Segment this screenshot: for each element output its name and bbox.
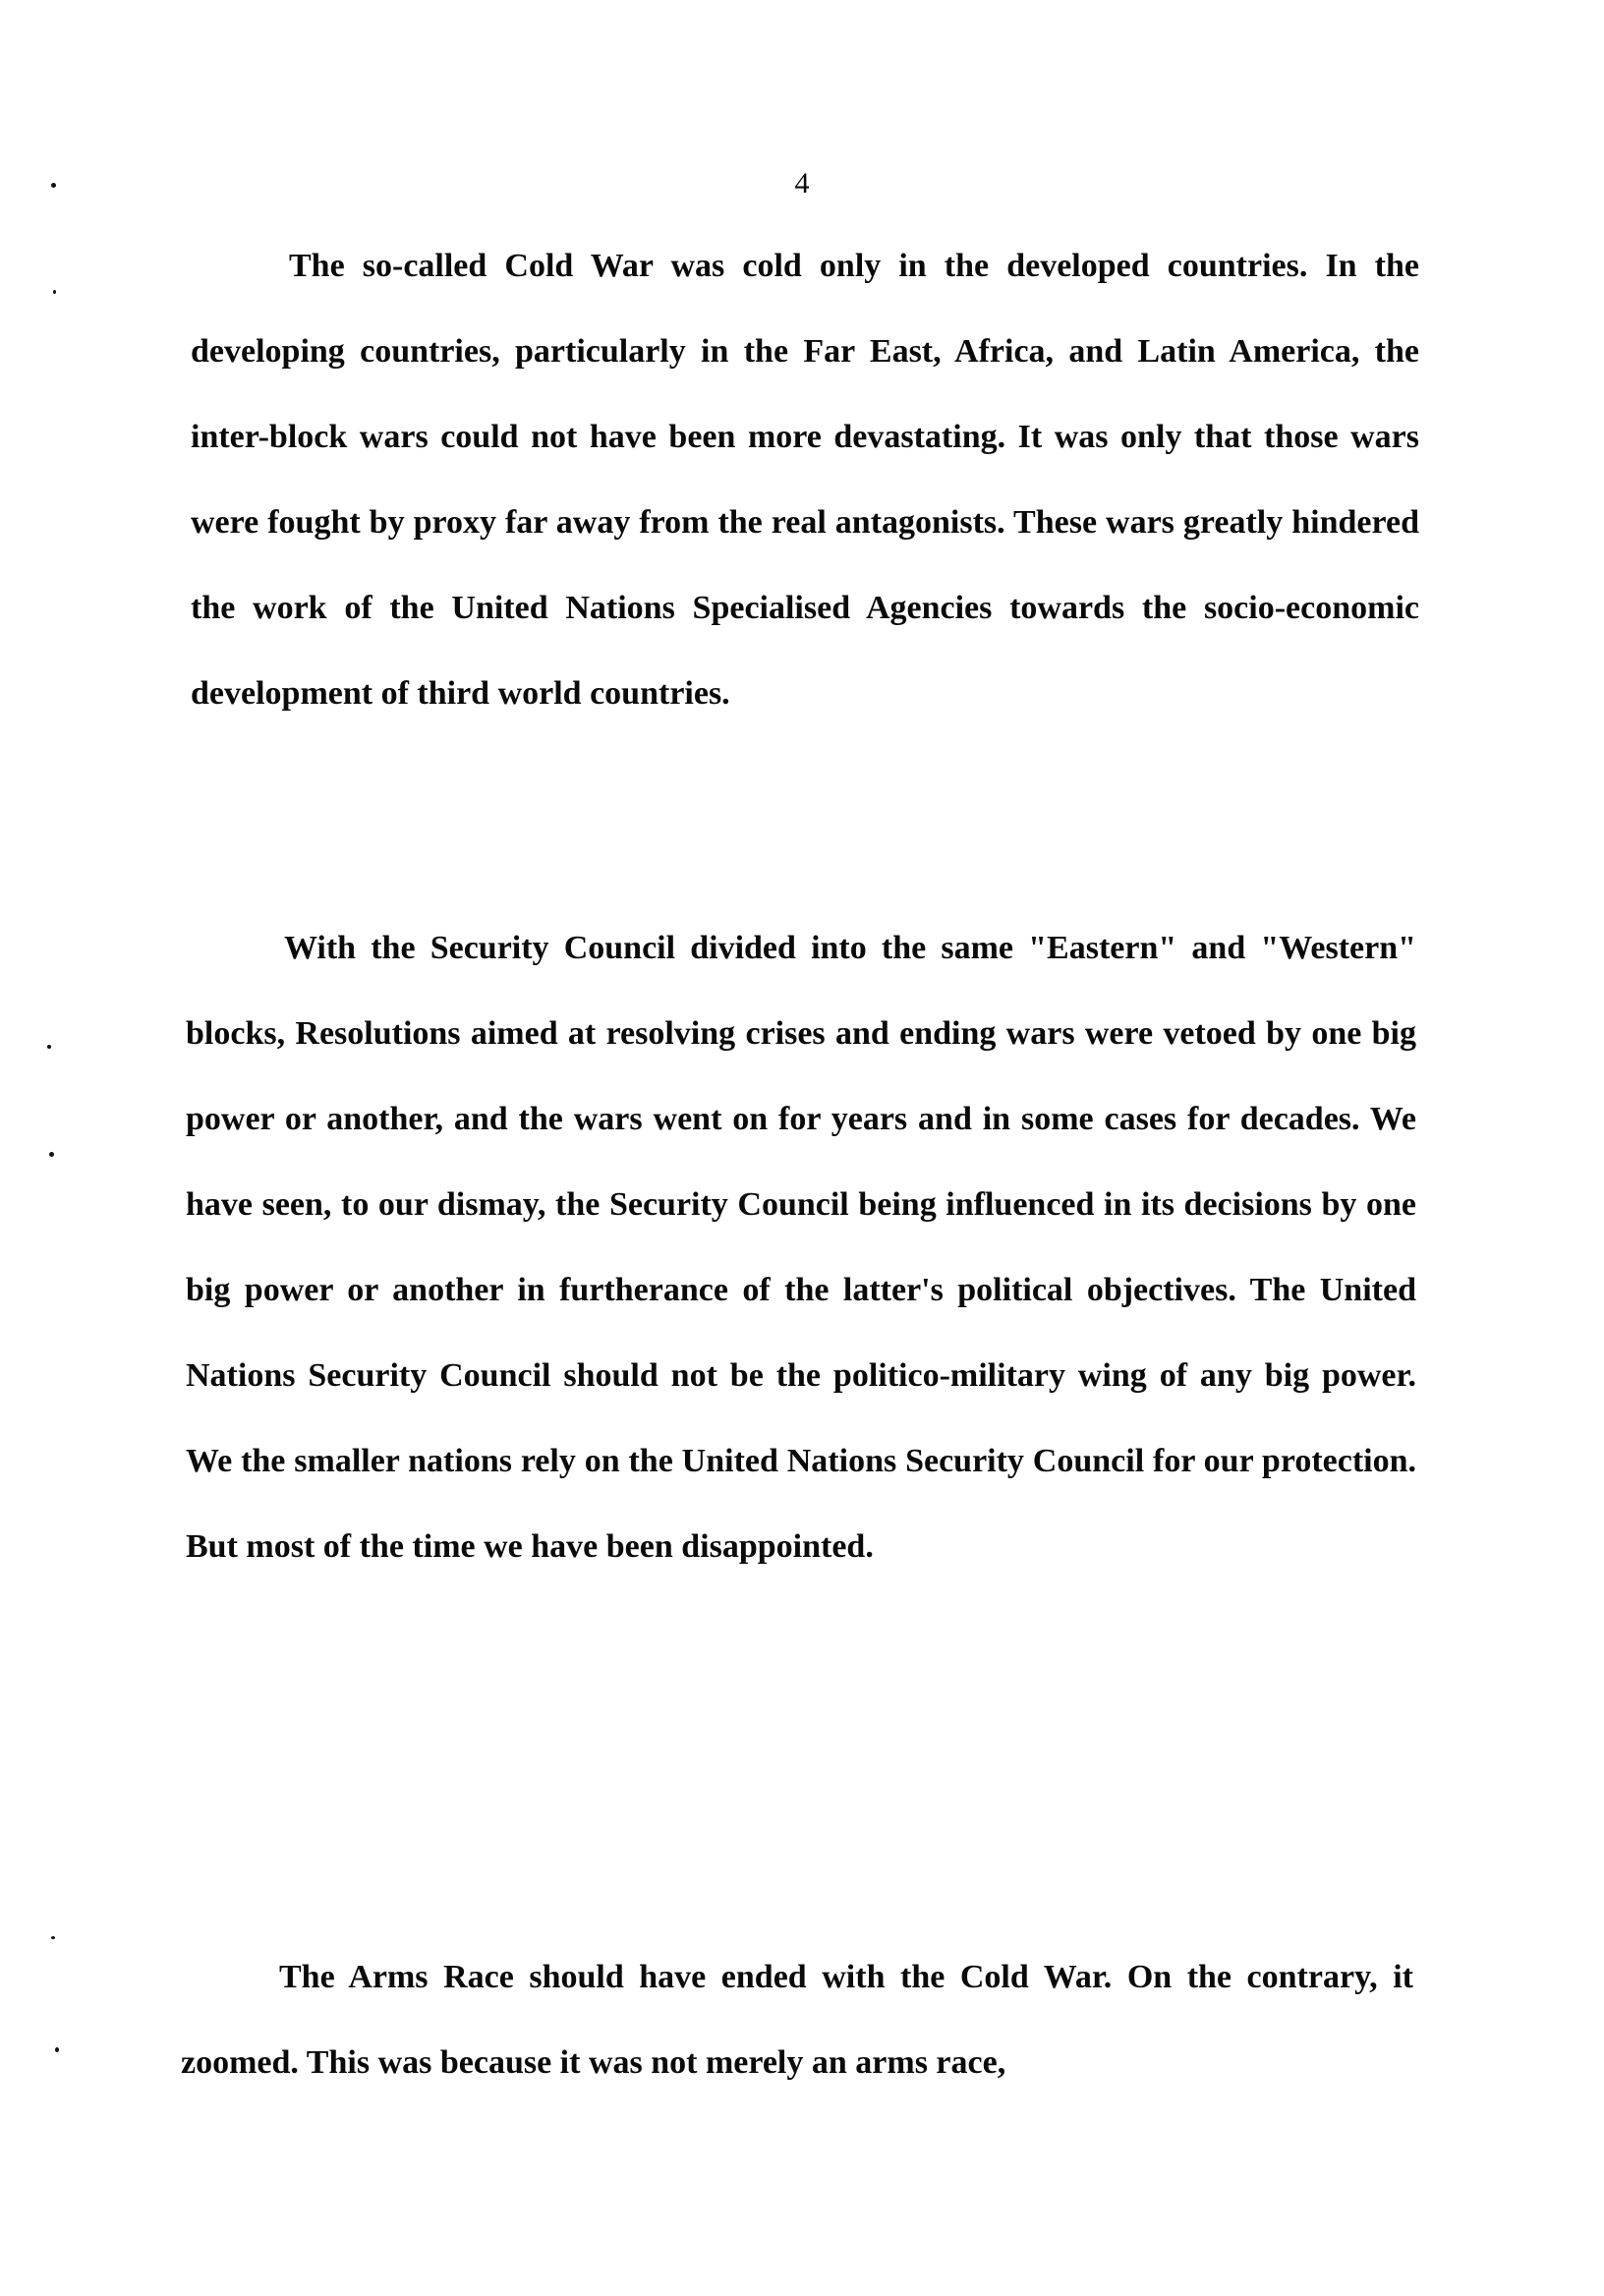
scan-mark [53,290,56,294]
body-paragraph: The Arms Race should have ended with the Cold War. On the contrary, it zoomed. This was because it was not merely an arms race, [181,1959,1413,2081]
page-number: 4 [794,167,810,200]
scan-mark [47,1045,51,1049]
scan-mark [51,183,56,188]
scan-mark [51,1936,55,1939]
scan-mark [55,2047,59,2052]
scan-mark [49,1152,54,1157]
body-paragraph: With the Security Council divided into the same "Eastern" and "Western" blocks, Resolutions aimed at resolving crises and ending wars were vetoed by one big power or another, and the wars went on for years and in some cases for decades. We have seen, to our dismay, the Security Council being influenced in its decisions by one big power or another in furtherance of the latter's political objectives. The United Nations Security Council should not be the politico-military wing of any big power. We the smaller nations rely on the United Nations Security Council for our protection. But most of the time we have been disappointed. [186,930,1416,1565]
body-paragraph: The so-called Cold War was cold only in the developed countries. In the developing countries, particularly in the Far East, Africa, and Latin America, the inter-block wars could not have been more devastating. It was only that those wars were fought by proxy far away from the real antagonists. These wars greatly hindered the work of the United Nations Specialised Agencies towards the socio-economic development of third world countries. [191,248,1419,712]
